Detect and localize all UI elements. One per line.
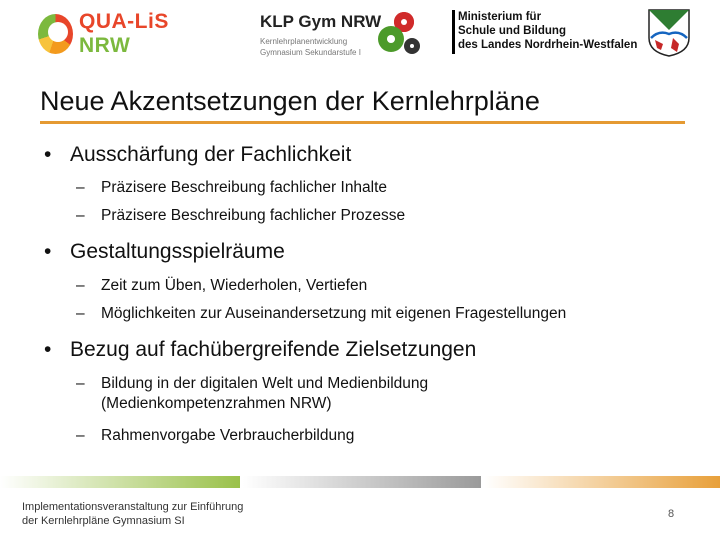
bullet-icon: • [44,338,52,361]
gear-icon-dark [404,38,420,54]
sub-bullet-label: Zeit zum Üben, Wiederholen, Vertiefen [101,277,368,294]
title-underline [40,121,685,124]
ministry-logo-text: Ministerium für Schule und Bildung des Landes Nordrhein-Westfalen [458,11,638,51]
page-number: 8 [668,508,675,520]
sub-bullet-item [76,374,428,414]
sub-bullet-label: Bildung in der digitalen Welt und Medienbildung [101,375,429,392]
gear-icon-green [378,26,404,52]
bullet-icon: • [44,240,52,263]
sub-bullet-item [76,276,367,296]
footer-band-orange [484,476,720,488]
bullet-item [44,240,285,264]
sub-bullet-label: Präzisere Beschreibung fachlicher Prozesse [101,207,406,224]
bullet-item [44,338,476,362]
bullet-item [44,143,351,167]
sub-bullet-label: Möglichkeiten zur Auseinandersetzung mit eigenen Fragestellungen [101,305,567,322]
klp-gym-logo [258,8,428,60]
bullet-icon: • [44,143,52,166]
sub-bullet-continuation: (Medienkompetenzrahmen NRW) [101,395,332,412]
dash-icon: – [76,427,85,444]
sub-bullet-item [76,206,405,226]
footer-band-green [0,476,240,488]
sub-bullet-item [76,304,566,324]
bullet-label: Ausschärfung der Fachlichkeit [70,143,352,166]
qualis-logo-icon [38,14,73,54]
ministry-logo-bar [452,10,455,54]
slide-title: Neue Akzentsetzungen der Kernlehrpläne [40,86,540,116]
sub-bullet-item [76,426,354,446]
qualis-logo-nrw: NRW [79,34,131,57]
ministry-logo [452,10,702,58]
qualis-logo [38,10,208,58]
footer-band-grey [243,476,481,488]
dash-icon: – [76,179,85,196]
dash-icon: – [76,277,85,294]
sub-bullet-item [76,178,387,198]
dash-icon: – [76,375,85,392]
sub-bullet-label: Präzisere Beschreibung fachlicher Inhalte [101,179,388,196]
dash-icon: – [76,305,85,322]
dash-icon: – [76,207,85,224]
klp-logo-subtitle: Kernlehrplanentwicklung Gymnasium Sekundarstufe I [260,37,361,57]
bullet-label: Gestaltungsspielräume [70,240,285,263]
footer-caption: Implementationsveranstaltung zur Einführung der Kernlehrpläne Gymnasium SI [22,501,244,527]
qualis-logo-text: QUA-LiS [79,10,169,33]
sub-bullet-label: Rahmenvorgabe Verbraucherbildung [101,427,355,444]
bullet-label: Bezug auf fachübergreifende Zielsetzungen [70,338,477,361]
klp-logo-title: KLP Gym NRW [260,12,382,31]
footer-color-band [0,476,720,488]
nrw-coat-of-arms-icon [645,8,693,58]
